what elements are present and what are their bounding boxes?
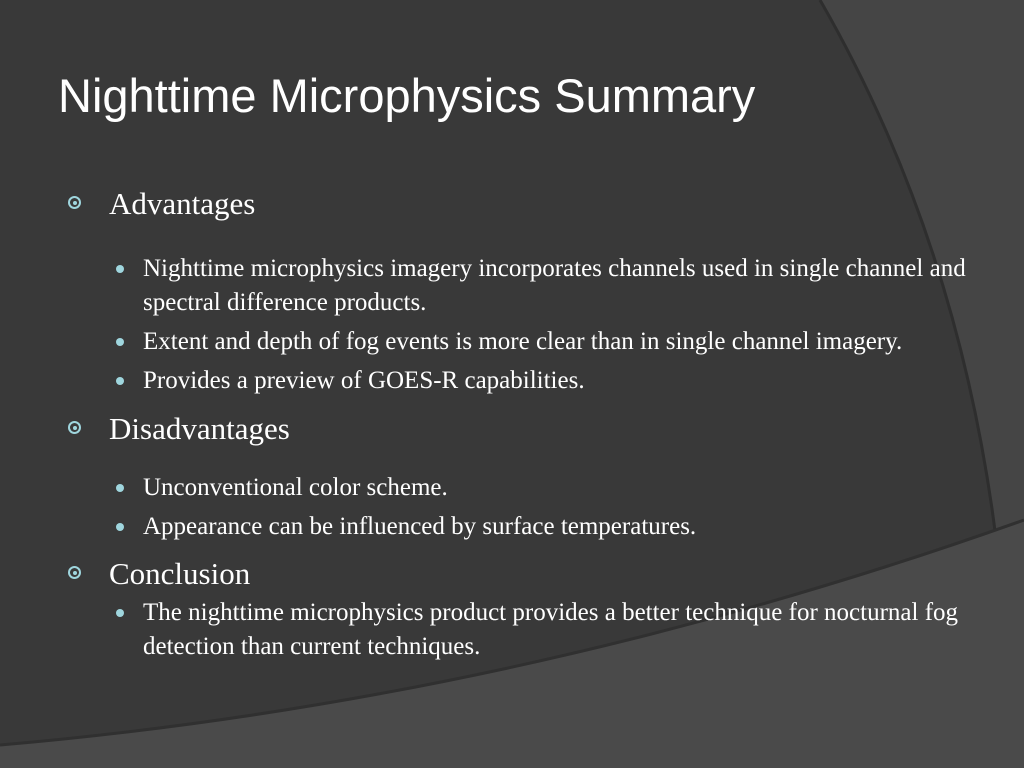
section-disadvantages: [68, 407, 968, 544]
list-item: [68, 252, 968, 320]
list-item: [68, 325, 968, 359]
round-dot-icon: [116, 609, 124, 617]
list-item: [68, 510, 968, 544]
round-dot-icon: [116, 338, 124, 346]
section-heading-label: Conclusion: [109, 556, 251, 591]
list-item: [68, 596, 968, 664]
section-heading-label: Disadvantages: [109, 411, 290, 446]
round-dot-icon: [116, 523, 124, 531]
list-item-text: Nighttime microphysics imagery incorporates channels used in single channel and spectral difference products.: [143, 255, 966, 316]
slide-body: [68, 182, 968, 664]
advantages-list: [68, 252, 968, 398]
list-item-text: Unconventional color scheme.: [143, 474, 448, 501]
section-heading: [68, 407, 968, 451]
section-heading: [68, 552, 968, 596]
round-dot-icon: [116, 265, 124, 273]
list-item: [68, 471, 968, 505]
conclusion-list: [68, 596, 968, 664]
list-item: [68, 364, 968, 398]
disadvantages-list: [68, 471, 968, 544]
section-advantages: [68, 182, 968, 398]
slide-title: Nighttime Microphysics Summary: [58, 69, 756, 122]
list-item-text: Extent and depth of fog events is more clear than in single channel imagery.: [143, 328, 903, 355]
section-heading: [68, 182, 968, 226]
round-dot-icon: [116, 377, 124, 385]
target-circle-icon: [68, 421, 81, 434]
list-item-text: Provides a preview of GOES-R capabilities.: [143, 367, 585, 394]
round-dot-icon: [116, 484, 124, 492]
section-heading-label: Advantages: [109, 186, 256, 221]
list-item-text: The nighttime microphysics product provides a better technique for nocturnal fog detection than current techniques.: [143, 599, 959, 660]
target-circle-icon: [68, 566, 81, 579]
section-conclusion: [68, 552, 968, 664]
list-item-text: Appearance can be influenced by surface temperatures.: [143, 513, 697, 540]
target-circle-icon: [68, 196, 81, 209]
